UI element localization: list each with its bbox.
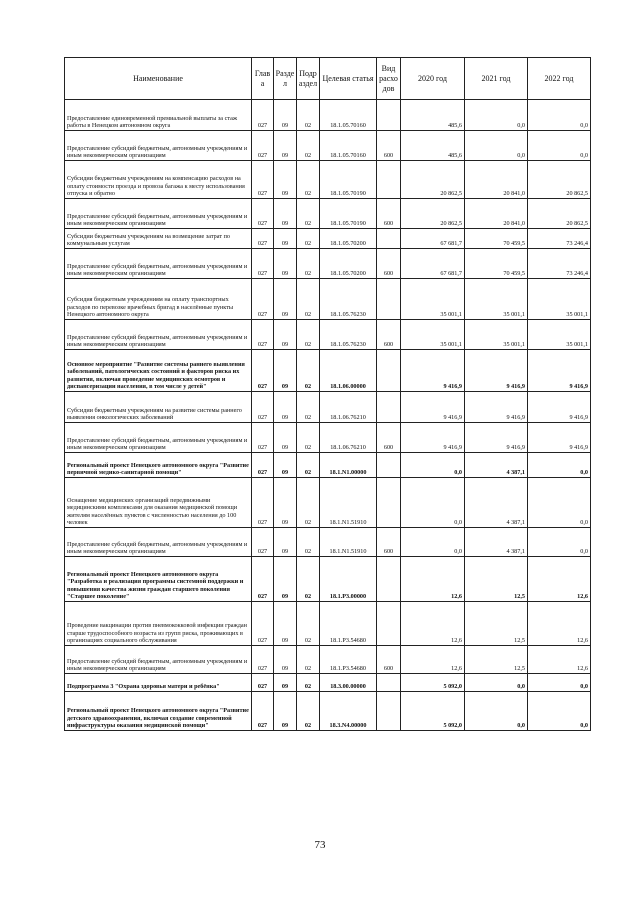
cell-razdel: 09: [274, 423, 297, 453]
table-row: [65, 199, 591, 229]
table-header-row: [65, 58, 591, 100]
cell-y2022: 0,0: [528, 692, 591, 731]
cell-y2022: 12,6: [528, 646, 591, 674]
cell-glava: 027: [252, 453, 274, 478]
cell-vid: 600: [377, 646, 401, 674]
table-body: [65, 100, 591, 731]
cell-y2022: 9 416,9: [528, 350, 591, 392]
cell-name: Предоставление единовременной премиальной выплаты за стаж работы в Ненецком автономном округа: [65, 100, 252, 131]
table-row: [65, 478, 591, 528]
cell-podrazdel: 02: [297, 528, 320, 557]
cell-y2021: 4 387,1: [465, 528, 528, 557]
cell-glava: 027: [252, 674, 274, 692]
cell-y2022: 9 416,9: [528, 392, 591, 423]
cell-y2021: 70 459,5: [465, 249, 528, 279]
table-row: [65, 674, 591, 692]
cell-glava: 027: [252, 692, 274, 731]
cell-vid: 600: [377, 320, 401, 350]
cell-vid: [377, 350, 401, 392]
cell-razdel: 09: [274, 229, 297, 249]
table-row: [65, 131, 591, 161]
cell-target: 18.1.P3.00000: [320, 557, 377, 602]
cell-y2020: 0,0: [401, 528, 465, 557]
cell-vid: [377, 453, 401, 478]
header-glava: Глав а: [252, 58, 274, 100]
cell-target: 18.1.06.76210: [320, 392, 377, 423]
cell-target: 18.1.05.70190: [320, 199, 377, 229]
cell-y2020: 9 416,9: [401, 423, 465, 453]
cell-vid: 600: [377, 249, 401, 279]
cell-vid: [377, 602, 401, 646]
cell-glava: 027: [252, 199, 274, 229]
cell-glava: 027: [252, 320, 274, 350]
cell-y2020: 12,6: [401, 646, 465, 674]
cell-target: 18.1.05.76230: [320, 320, 377, 350]
cell-vid: [377, 557, 401, 602]
cell-razdel: 09: [274, 528, 297, 557]
cell-y2021: 9 416,9: [465, 423, 528, 453]
cell-razdel: 09: [274, 453, 297, 478]
cell-target: 18.1.N1.51910: [320, 478, 377, 528]
header-2020: 2020 год: [401, 58, 465, 100]
cell-razdel: 09: [274, 320, 297, 350]
cell-glava: 027: [252, 528, 274, 557]
cell-name: Основное мероприятие "Развитие системы раннего выявления заболеваний, патологических состояний и факторов риска их развития, включая проведение медицинских осмотров и диспансеризации населения, в том числе у детей": [65, 350, 252, 392]
cell-y2022: 35 001,1: [528, 279, 591, 320]
cell-name: Проведение вакцинации против пневмококковой инфекции граждан старше трудоспособного возраста из групп риска, проживающих в организациях социального обслуживания: [65, 602, 252, 646]
table-row: [65, 602, 591, 646]
cell-name: Региональный проект Ненецкого автономного округа "Разработка и реализация программы системной поддержки и повышения качества жизни граждан старшего поколения "Старшее поколение": [65, 557, 252, 602]
cell-y2022: 9 416,9: [528, 423, 591, 453]
table-row: [65, 692, 591, 731]
cell-y2022: 20 862,5: [528, 161, 591, 199]
budget-table: [64, 57, 591, 731]
table-row: [65, 528, 591, 557]
cell-y2022: 0,0: [528, 131, 591, 161]
table-row: [65, 279, 591, 320]
cell-y2020: 35 001,1: [401, 279, 465, 320]
cell-podrazdel: 02: [297, 199, 320, 229]
cell-name: Предоставление субсидий бюджетным, автономным учреждениям и иным некоммерческим организациям: [65, 423, 252, 453]
cell-podrazdel: 02: [297, 320, 320, 350]
cell-glava: 027: [252, 131, 274, 161]
cell-target: 18.1.05.76230: [320, 279, 377, 320]
cell-podrazdel: 02: [297, 249, 320, 279]
cell-target: 18.3.00.00000: [320, 674, 377, 692]
cell-y2022: 0,0: [528, 100, 591, 131]
cell-razdel: 09: [274, 392, 297, 423]
cell-y2020: 0,0: [401, 453, 465, 478]
cell-name: Региональный проект Ненецкого автономного округа "Развитие детского здравоохранения, включая создание современной инфраструктуры оказания медицинской помощи": [65, 692, 252, 731]
cell-y2021: 9 416,9: [465, 392, 528, 423]
cell-glava: 027: [252, 557, 274, 602]
cell-y2021: 35 001,1: [465, 320, 528, 350]
cell-y2021: 4 387,1: [465, 478, 528, 528]
cell-name: Субсидии бюджетным учреждениям на компенсацию расходов на оплату стоимости проезда и провоза багажа к месту использования отпуска и обратно: [65, 161, 252, 199]
cell-name: Предоставление субсидий бюджетным, автономным учреждениям и иным некоммерческим организациям: [65, 646, 252, 674]
cell-glava: 027: [252, 161, 274, 199]
header-target: Целевая статья: [320, 58, 377, 100]
cell-razdel: 09: [274, 646, 297, 674]
cell-vid: [377, 100, 401, 131]
cell-podrazdel: 02: [297, 392, 320, 423]
cell-glava: 027: [252, 392, 274, 423]
cell-glava: 027: [252, 100, 274, 131]
cell-name: Предоставление субсидий бюджетным, автономным учреждениям и иным некоммерческим организациям: [65, 199, 252, 229]
cell-target: 18.1.05.70190: [320, 161, 377, 199]
cell-podrazdel: 02: [297, 161, 320, 199]
cell-razdel: 09: [274, 674, 297, 692]
table-row: [65, 100, 591, 131]
cell-vid: [377, 692, 401, 731]
cell-y2021: 0,0: [465, 692, 528, 731]
cell-vid: 600: [377, 423, 401, 453]
cell-razdel: 09: [274, 350, 297, 392]
cell-y2020: 67 681,7: [401, 249, 465, 279]
table-row: [65, 249, 591, 279]
cell-y2021: 35 001,1: [465, 279, 528, 320]
cell-razdel: 09: [274, 692, 297, 731]
cell-razdel: 09: [274, 279, 297, 320]
cell-y2020: 20 862,5: [401, 161, 465, 199]
cell-y2021: 0,0: [465, 131, 528, 161]
cell-target: 18.1.06.00000: [320, 350, 377, 392]
cell-y2022: 20 862,5: [528, 199, 591, 229]
cell-y2020: 12,6: [401, 557, 465, 602]
cell-target: 18.3.N4.00000: [320, 692, 377, 731]
cell-glava: 027: [252, 478, 274, 528]
table-row: [65, 392, 591, 423]
cell-podrazdel: 02: [297, 279, 320, 320]
table-row: [65, 320, 591, 350]
cell-podrazdel: 02: [297, 100, 320, 131]
cell-name: Субсидия бюджетным учреждениям на оплату транспортных расходов по перевозке врачебных бригад в населённые пункты Ненецкого автономного округа: [65, 279, 252, 320]
cell-y2021: 12,5: [465, 646, 528, 674]
cell-y2020: 485,6: [401, 131, 465, 161]
cell-target: 18.1.05.70200: [320, 229, 377, 249]
cell-glava: 027: [252, 229, 274, 249]
cell-y2022: 12,6: [528, 602, 591, 646]
cell-name: Субсидии бюджетным учреждениям на возмещение затрат по коммунальным услугам: [65, 229, 252, 249]
cell-y2021: 12,5: [465, 557, 528, 602]
cell-podrazdel: 02: [297, 423, 320, 453]
cell-name: Подпрограмма 3 "Охрана здоровья матери и ребёнка": [65, 674, 252, 692]
header-name: Наименование: [65, 58, 252, 100]
table-row: [65, 423, 591, 453]
cell-y2022: 0,0: [528, 453, 591, 478]
cell-target: 18.1.P3.54680: [320, 646, 377, 674]
cell-y2020: 485,6: [401, 100, 465, 131]
cell-name: Предоставление субсидий бюджетным, автономным учреждениям и иным некоммерческим организациям: [65, 249, 252, 279]
cell-y2021: 20 841,0: [465, 161, 528, 199]
cell-razdel: 09: [274, 602, 297, 646]
cell-podrazdel: 02: [297, 646, 320, 674]
cell-podrazdel: 02: [297, 692, 320, 731]
header-2021: 2021 год: [465, 58, 528, 100]
cell-y2020: 5 092,0: [401, 674, 465, 692]
cell-name: Предоставление субсидий бюджетным, автономным учреждениям и иным некоммерческим организациям: [65, 131, 252, 161]
cell-target: 18.1.05.70200: [320, 249, 377, 279]
cell-vid: 600: [377, 528, 401, 557]
cell-glava: 027: [252, 350, 274, 392]
cell-vid: [377, 161, 401, 199]
cell-y2020: 5 092,0: [401, 692, 465, 731]
cell-target: 18.1.N1.00000: [320, 453, 377, 478]
cell-glava: 027: [252, 646, 274, 674]
cell-y2020: 9 416,9: [401, 392, 465, 423]
cell-y2020: 0,0: [401, 478, 465, 528]
cell-razdel: 09: [274, 557, 297, 602]
cell-razdel: 09: [274, 249, 297, 279]
cell-y2021: 9 416,9: [465, 350, 528, 392]
header-razdel: Разде л: [274, 58, 297, 100]
header-2022: 2022 год: [528, 58, 591, 100]
table-row: [65, 646, 591, 674]
cell-razdel: 09: [274, 131, 297, 161]
cell-podrazdel: 02: [297, 350, 320, 392]
cell-y2021: 12,5: [465, 602, 528, 646]
cell-y2022: 0,0: [528, 674, 591, 692]
cell-y2021: 70 459,5: [465, 229, 528, 249]
cell-vid: [377, 279, 401, 320]
cell-name: Оснащение медицинских организаций передвижными медицинскими комплексами для оказания медицинской помощи жителям населённых пунктов с численностью населения до 100 человек: [65, 478, 252, 528]
cell-y2020: 67 681,7: [401, 229, 465, 249]
cell-razdel: 09: [274, 478, 297, 528]
cell-razdel: 09: [274, 199, 297, 229]
header-podrazdel: Подр аздел: [297, 58, 320, 100]
cell-y2021: 20 841,0: [465, 199, 528, 229]
cell-podrazdel: 02: [297, 131, 320, 161]
cell-vid: [377, 229, 401, 249]
cell-podrazdel: 02: [297, 557, 320, 602]
cell-y2021: 0,0: [465, 674, 528, 692]
cell-y2022: 73 246,4: [528, 229, 591, 249]
cell-y2021: 4 387,1: [465, 453, 528, 478]
cell-y2022: 35 001,1: [528, 320, 591, 350]
cell-podrazdel: 02: [297, 478, 320, 528]
cell-vid: [377, 674, 401, 692]
cell-podrazdel: 02: [297, 229, 320, 249]
cell-y2022: 12,6: [528, 557, 591, 602]
cell-y2021: 0,0: [465, 100, 528, 131]
cell-target: 18.1.06.76210: [320, 423, 377, 453]
cell-glava: 027: [252, 279, 274, 320]
table-row: [65, 557, 591, 602]
table-row: [65, 229, 591, 249]
cell-glava: 027: [252, 423, 274, 453]
cell-target: 18.1.P3.54680: [320, 602, 377, 646]
table-row: [65, 161, 591, 199]
cell-podrazdel: 02: [297, 602, 320, 646]
cell-y2020: 9 416,9: [401, 350, 465, 392]
cell-name: Предоставление субсидий бюджетным, автономным учреждениям и иным некоммерческим организациям: [65, 320, 252, 350]
cell-podrazdel: 02: [297, 453, 320, 478]
cell-name: Предоставление субсидий бюджетным, автономным учреждениям и иным некоммерческим организациям: [65, 528, 252, 557]
page-number: 73: [314, 839, 326, 851]
cell-target: 18.1.N1.51910: [320, 528, 377, 557]
cell-y2020: 35 001,1: [401, 320, 465, 350]
cell-razdel: 09: [274, 161, 297, 199]
cell-glava: 027: [252, 249, 274, 279]
cell-target: 18.1.05.70160: [320, 131, 377, 161]
cell-y2022: 0,0: [528, 528, 591, 557]
cell-vid: [377, 478, 401, 528]
cell-name: Региональный проект Ненецкого автономного округа "Развитие первичной медико-санитарной помощи": [65, 453, 252, 478]
cell-podrazdel: 02: [297, 674, 320, 692]
cell-y2022: 0,0: [528, 478, 591, 528]
table-row: [65, 453, 591, 478]
cell-target: 18.1.05.70160: [320, 100, 377, 131]
cell-name: Субсидии бюджетным учреждениям на развитие системы раннего выявления онкологических заболеваний: [65, 392, 252, 423]
cell-vid: [377, 392, 401, 423]
header-vid: Вид расхо дов: [377, 58, 401, 100]
cell-y2020: 20 862,5: [401, 199, 465, 229]
cell-y2020: 12,6: [401, 602, 465, 646]
table-row: [65, 350, 591, 392]
cell-y2022: 73 246,4: [528, 249, 591, 279]
cell-glava: 027: [252, 602, 274, 646]
cell-vid: 600: [377, 131, 401, 161]
cell-vid: 600: [377, 199, 401, 229]
cell-razdel: 09: [274, 100, 297, 131]
